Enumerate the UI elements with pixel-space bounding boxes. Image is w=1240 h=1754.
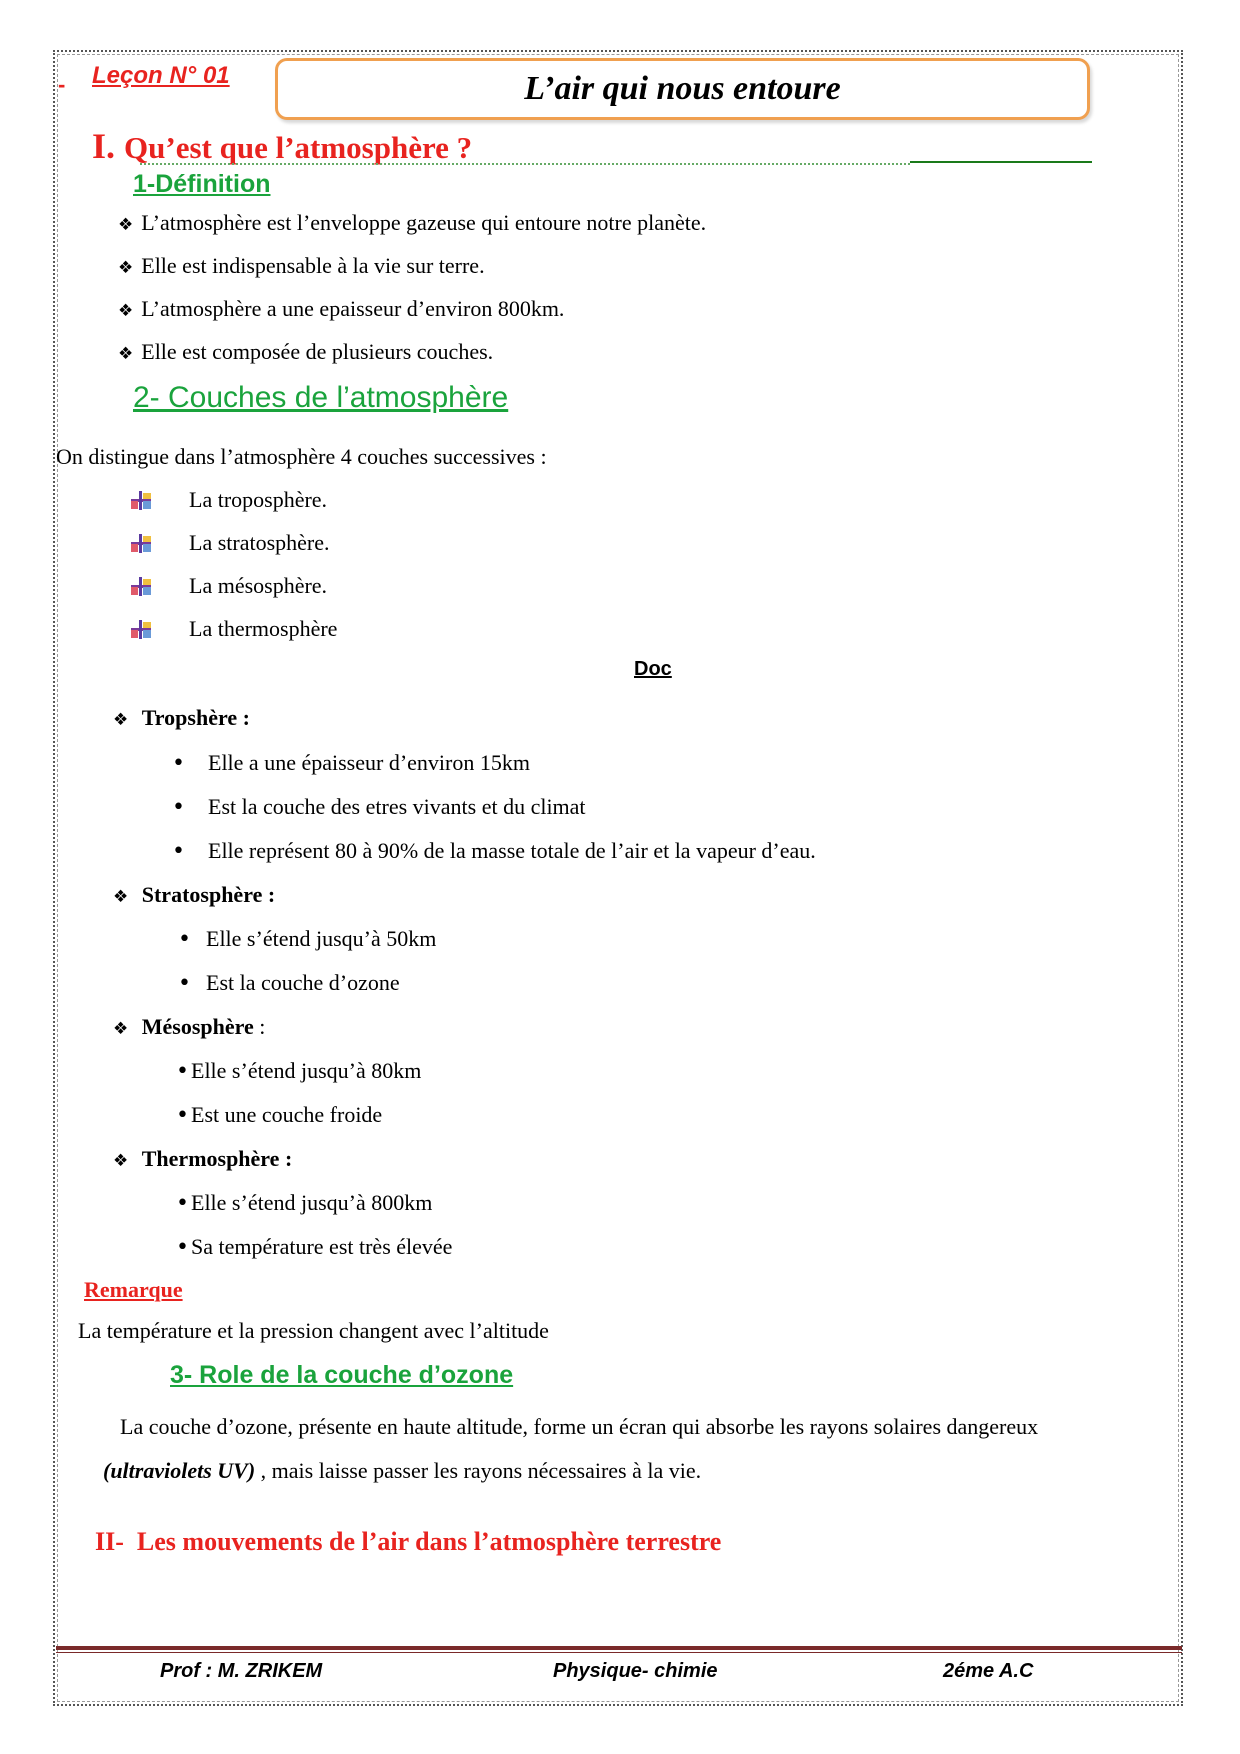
remark-text: La température et la pression changent avec l’altitude — [78, 1318, 549, 1343]
diamond-bullet-icon: ❖ — [118, 258, 134, 278]
layer-bullet-icon — [131, 534, 151, 552]
layer-item: La thermosphère — [131, 616, 337, 642]
layers-intro: On distingue dans l’atmosphère 4 couches successives : — [56, 444, 547, 469]
heading-rule — [910, 161, 1092, 163]
footer-teacher: Prof : M. ZRIKEM — [160, 1660, 323, 1682]
definition-item: ❖ L’atmosphère a une epaisseur d’environ 800km. — [118, 296, 565, 321]
layer-item: La stratosphère. — [131, 530, 330, 556]
thermosphere-item: •Sa température est très élevée — [176, 1234, 453, 1260]
footer-rule — [56, 1646, 1182, 1650]
layer-item: La troposphère. — [131, 487, 327, 513]
footer-grade: 2éme A.C — [943, 1660, 1034, 1682]
diamond-bullet-icon: ❖ — [113, 1019, 129, 1039]
diamond-bullet-icon: ❖ — [113, 1151, 129, 1171]
thermosphere-item: •Elle s’étend jusqu’à 800km — [176, 1190, 433, 1216]
troposphere-item: • Est la couche des etres vivants et du climat — [172, 794, 586, 820]
mesosphere-item: •Elle s’étend jusqu’à 80km — [176, 1058, 422, 1084]
layer-bullet-icon — [131, 491, 151, 509]
spellcheck-underline — [140, 160, 910, 165]
header-dash: - — [58, 72, 66, 97]
layer-bullet-icon — [131, 620, 151, 638]
remark-label: Remarque — [84, 1277, 183, 1302]
footer-rule-thin — [56, 1652, 1182, 1653]
ozone-paragraph-line2: (ultraviolets UV) , mais laisse passer les rayons nécessaires à la vie. — [103, 1458, 702, 1483]
mesosphere-item: •Est une couche froide — [176, 1102, 383, 1128]
layer-item: La mésosphère. — [131, 573, 327, 599]
section-2-number: II- — [95, 1527, 124, 1556]
diamond-bullet-icon: ❖ — [113, 887, 129, 907]
doc-label: Doc — [634, 658, 672, 680]
definition-item: ❖ Elle est composée de plusieurs couches. — [118, 339, 494, 364]
definition-item: ❖ L’atmosphère est l’enveloppe gazeuse qui entoure notre planète. — [118, 210, 707, 235]
stratosphere-item: • Est la couche d’ozone — [178, 970, 400, 996]
diamond-bullet-icon: ❖ — [113, 710, 129, 730]
page-title: L’air qui nous entoure — [524, 70, 841, 107]
definition-item: ❖ Elle est indispensable à la vie sur terre. — [118, 253, 485, 278]
subheading-ozone: 3- Role de la couche d’ozone — [170, 1361, 514, 1389]
layer-bullet-icon — [131, 577, 151, 595]
subheading-definition: 1-Définition — [133, 170, 271, 198]
stratosphere-item: • Elle s’étend jusqu’à 50km — [178, 926, 437, 952]
subheading-layers: 2- Couches de l’atmosphère — [133, 381, 509, 414]
section-1-title: Qu’est que l’atmosphère ? — [124, 130, 473, 165]
ozone-paragraph-line1: La couche d’ozone, présente en haute altitude, forme un écran qui absorbe les rayons solaires dangereux — [120, 1414, 1039, 1439]
mesosphere-heading: ❖ Mésosphère : — [113, 1014, 266, 1039]
troposphere-heading: ❖ Tropshère : — [113, 705, 250, 730]
section-2-heading — [95, 1527, 721, 1557]
diamond-bullet-icon: ❖ — [118, 215, 134, 235]
stratosphere-heading: ❖ Stratosphère : — [113, 882, 276, 907]
troposphere-item: • Elle a une épaisseur d’environ 15km — [172, 750, 530, 776]
section-1-number: I. — [92, 126, 116, 166]
section-2-title: Les mouvements de l’air dans l’atmosphère terrestre — [136, 1527, 722, 1556]
lesson-number: Leçon N° 01 — [92, 62, 230, 89]
diamond-bullet-icon: ❖ — [118, 344, 134, 364]
thermosphere-heading: ❖ Thermosphère : — [113, 1146, 293, 1171]
diamond-bullet-icon: ❖ — [118, 301, 134, 321]
troposphere-item: • Elle représent 80 à 90% de la masse totale de l’air et la vapeur d’eau. — [172, 838, 816, 864]
footer-subject: Physique- chimie — [553, 1660, 718, 1682]
